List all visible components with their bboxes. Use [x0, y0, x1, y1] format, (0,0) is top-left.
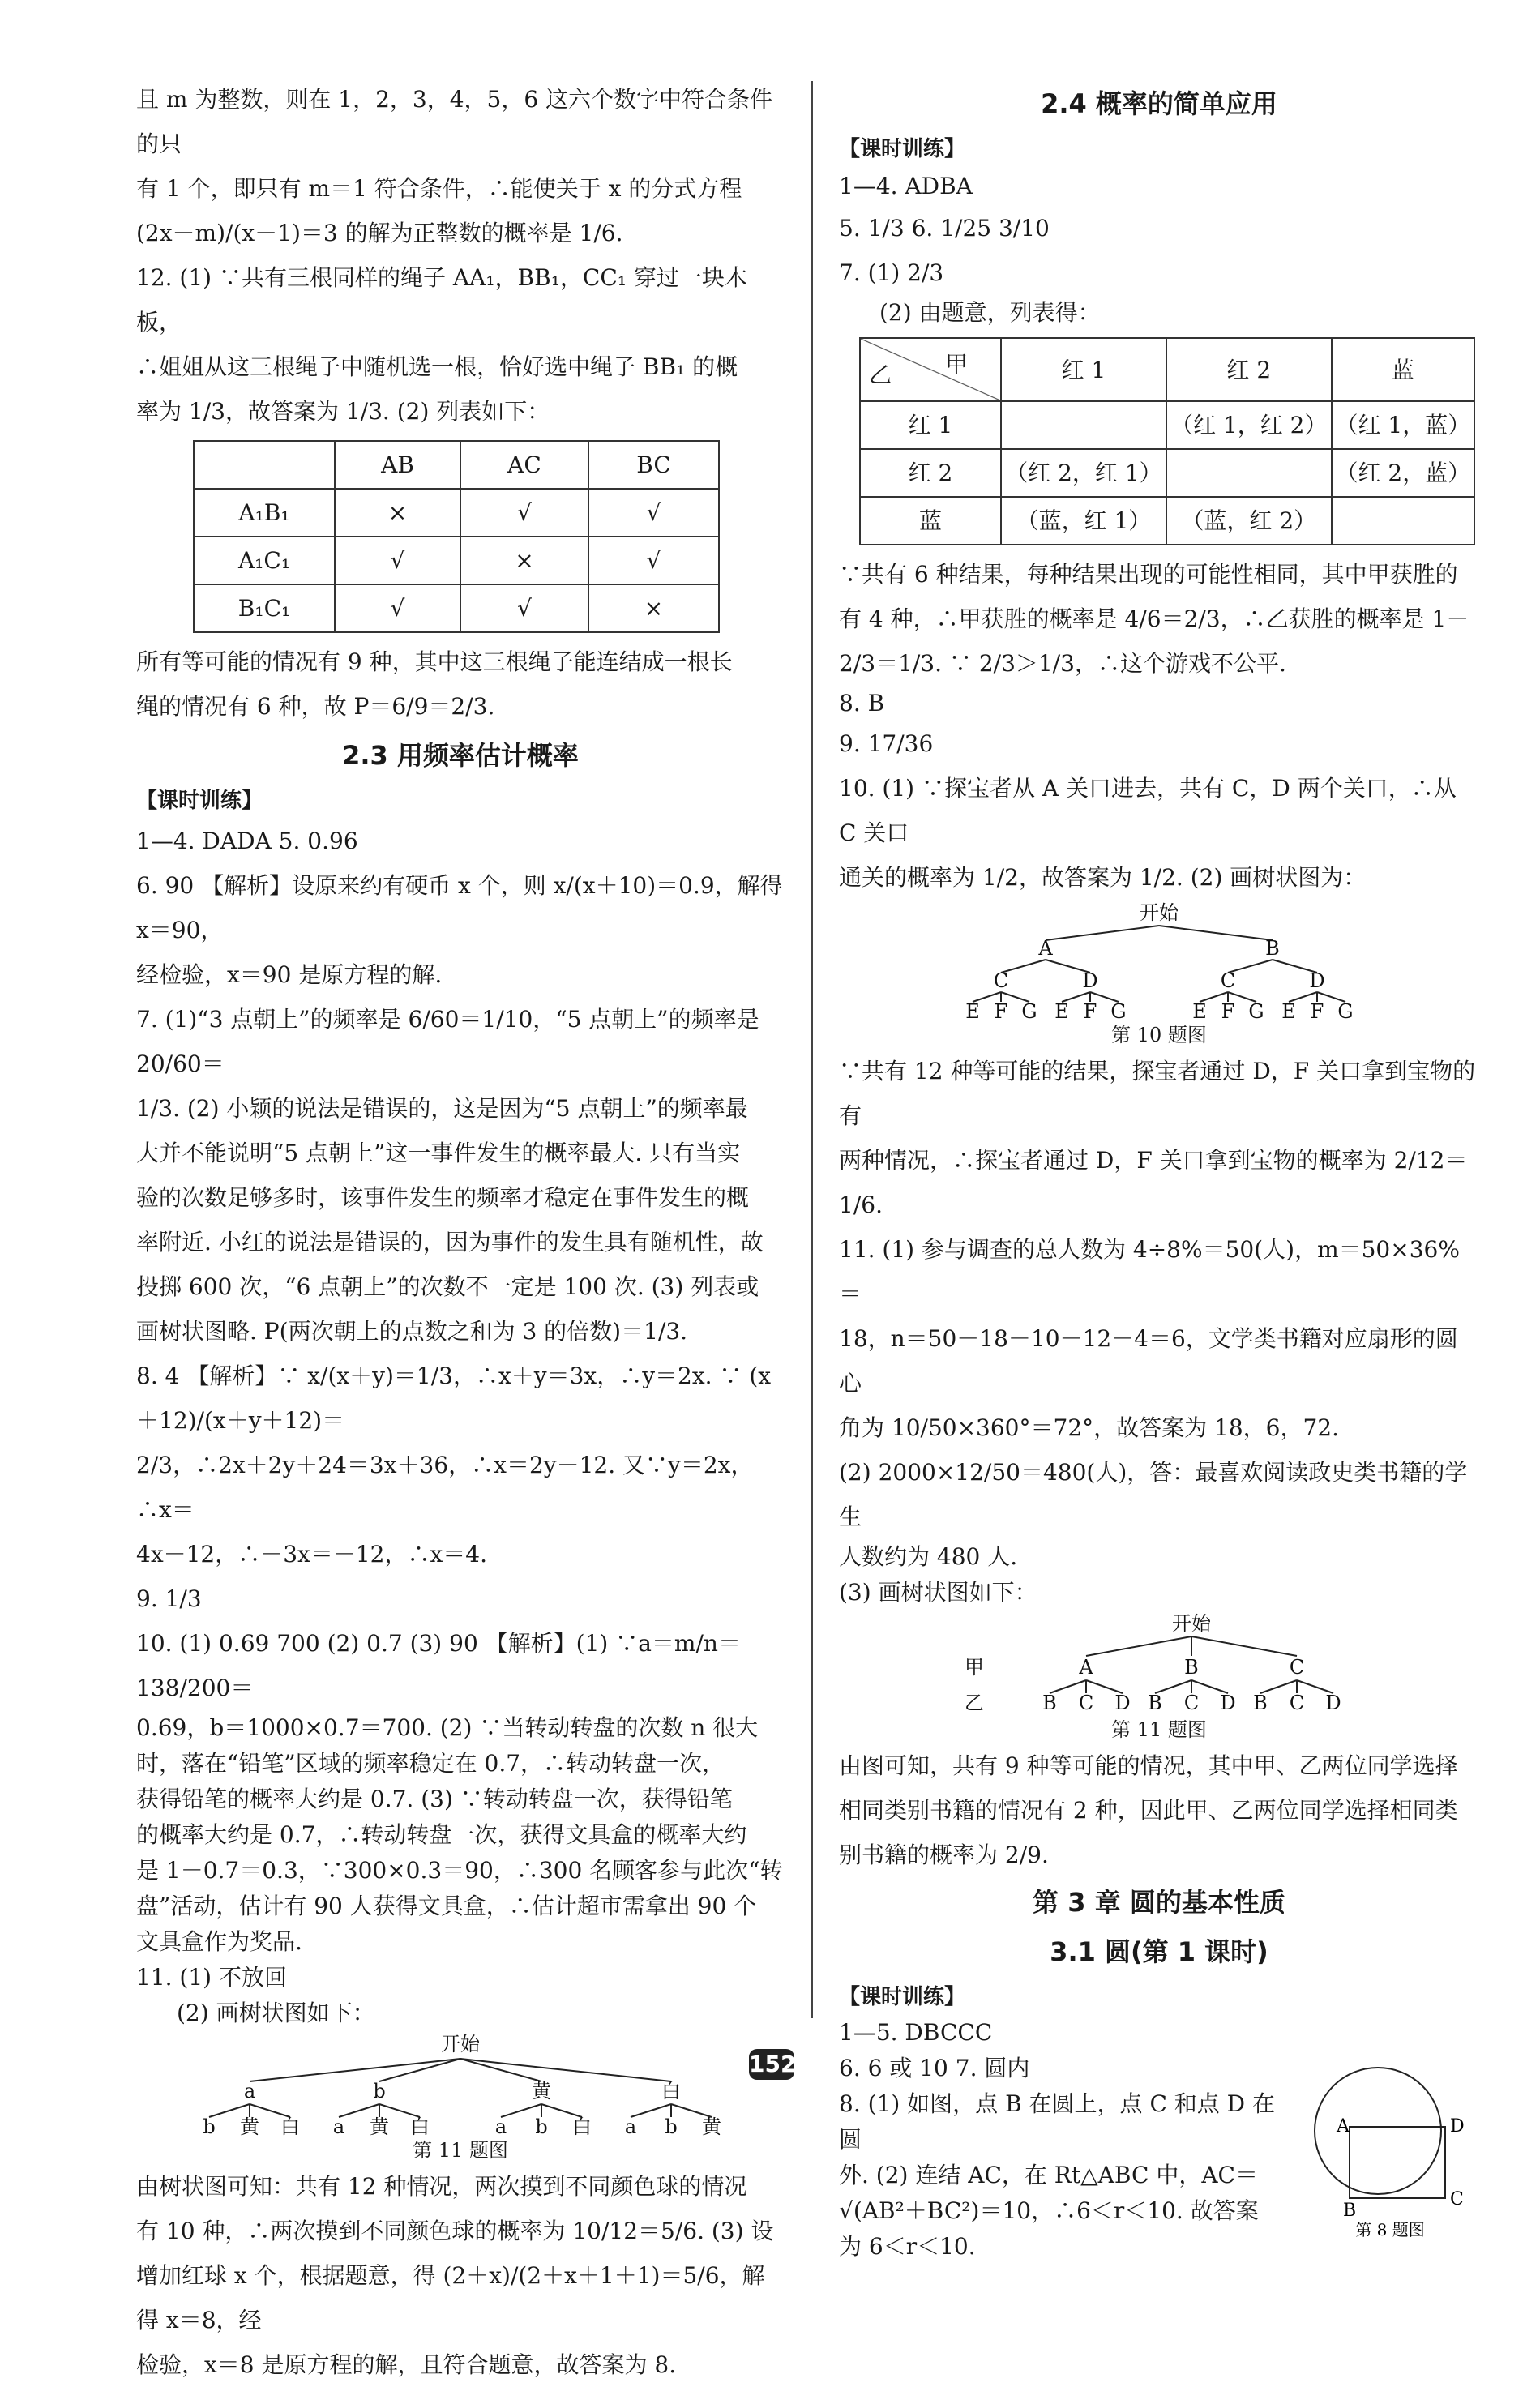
text-line: 角为 10/50×360°＝72°，故答案为 18，6，72.: [839, 1414, 1339, 1441]
figure-caption: 第 8 题图: [1355, 2220, 1425, 2239]
tree-leaf: 白: [572, 2115, 592, 2137]
tree-leaf: a: [494, 2115, 507, 2137]
tree-leaf: b: [665, 2115, 678, 2137]
text-line: (2) 画树状图如下：: [177, 2000, 375, 2026]
text-line: √(AB²＋BC²)＝10，∴6＜r＜10. 故答案: [839, 2197, 1259, 2224]
tree-leaf: C: [1183, 1692, 1200, 1714]
text-line: ∵共有 6 种结果，每种结果出现的可能性相同，其中甲获胜的: [839, 561, 1458, 588]
page-number: 152: [749, 2049, 794, 2080]
point-label: B: [1343, 2201, 1357, 2221]
text-line: 经检验，x＝90 是原方程的解.: [136, 961, 443, 988]
tree-leaf: G: [1337, 1000, 1354, 1021]
text-line: 由图可知，共有 9 种等可能的情况，其中甲、乙两位同学选择: [839, 1752, 1458, 1779]
text-line: 相同类别书籍的情况有 2 种，因此甲、乙两位同学选择相同类: [839, 1797, 1458, 1824]
text-line: 10. (1) 0.69 700 (2) 0.7 (3) 90 【解析】(1) ∵a＝m/n＝138/200＝: [136, 1630, 741, 1701]
text-line: 7. (1) 2/3: [839, 259, 944, 286]
rectangle-abcd: [1350, 2127, 1445, 2198]
text-line: 大并不能说明“5 点朝上”这一事件发生的概率最大. 只有当实: [136, 1140, 741, 1166]
tree-leaf: 白: [280, 2115, 300, 2137]
tree-leaf: 黄: [240, 2115, 259, 2137]
tree-leaf: F: [994, 1000, 1008, 1021]
table-header: 蓝: [1332, 338, 1474, 401]
table-cell: √: [335, 537, 460, 584]
tree-leaf: D: [1220, 1692, 1236, 1714]
text-line: 6. 6 或 10 7. 圆内: [839, 2055, 1030, 2081]
text-line: 9. 1/3: [136, 1585, 202, 1612]
text-line: 两种情况，∴探宝者通过 D，F 关口拿到宝物的概率为 2/12＝1/6.: [839, 1147, 1468, 1218]
rope-table: [193, 440, 720, 633]
text-line: 获得铅笔的概率大约是 0.7. (3) ∵转动转盘一次，获得铅笔: [136, 1786, 733, 1812]
tree-node: 开始: [1140, 901, 1179, 924]
text-line: 检验，x＝8 是原方程的解，且符合题意，故答案为 8.: [136, 2351, 677, 2378]
table-cell: （红 1，蓝）: [1332, 401, 1474, 449]
text-line: 1—5. DBCCC: [839, 2019, 993, 2046]
table-header: 红 2: [1166, 338, 1332, 401]
table-header: 红 1: [1001, 338, 1166, 401]
section-title: 2.3 用频率估计概率: [342, 740, 579, 771]
section-title: 2.4 概率的简单应用: [1041, 88, 1277, 119]
tree-node: 白: [661, 2080, 681, 2103]
tree-diagram-10: [932, 900, 1386, 1021]
text-line: ∵共有 12 种等可能的结果，探宝者通过 D，F 关口拿到宝物的有: [839, 1058, 1476, 1129]
right-column: [839, 77, 1479, 2265]
figure-caption: 第 11 题图: [413, 2139, 508, 2162]
text-line: 4x－12，∴－3x＝－12，∴x＝4.: [136, 1541, 487, 1568]
text-line: 8. 4 【解析】∵ x/(x＋y)＝1/3，∴x＋y＝3x，∴y＝2x. ∵ (x＋12)/(x＋y＋12)＝: [136, 1362, 772, 1434]
table-cell: （红 2，红 1）: [1001, 449, 1166, 497]
text-line: 由树状图可知：共有 12 种情况，两次摸到不同颜色球的情况: [136, 2173, 747, 2200]
section-heading: 【课时训练】: [136, 789, 263, 813]
tree-leaf: b: [203, 2115, 216, 2137]
tree-leaf: B: [1148, 1692, 1162, 1714]
table-cell: 红 2: [860, 449, 1001, 497]
text-line: 2/3＝1/3. ∵ 2/3＞1/3，∴这个游戏不公平.: [839, 650, 1286, 677]
left-column: [136, 77, 785, 2387]
text-line: 的概率大约是 0.7，∴转动转盘一次，获得文具盒的概率大约: [136, 1821, 747, 1848]
text-line: 时，落在“铅笔”区域的频率稳定在 0.7，∴转动转盘一次，: [136, 1750, 725, 1777]
game-table: [859, 337, 1475, 545]
table-header: BC: [588, 441, 719, 489]
text-line: 7. (1)“3 点朝上”的频率是 6/60＝1/10，“5 点朝上”的频率是 20/60＝: [136, 1006, 759, 1077]
corner-bottom: 乙: [869, 361, 892, 388]
text-line: 2/3，∴2x＋2y＋24＝3x＋36，∴x＝2y－12. 又∵y＝2x，∴x＝: [136, 1452, 754, 1523]
text-line: ∴姐姐从这三根绳子中随机选一根，恰好选中绳子 BB₁ 的概: [136, 353, 738, 380]
table-header: AB: [335, 441, 460, 489]
tree-leaf: 黄: [370, 2115, 389, 2137]
text-line: 1—4. ADBA: [839, 173, 973, 199]
text-line: 11. (1) 参与调查的总人数为 4÷8%＝50(人)，m＝50×36%＝: [839, 1236, 1460, 1307]
text-line: 绳的情况有 6 种，故 P＝6/9＝2/3.: [136, 693, 495, 720]
chapter-title: 第 3 章 圆的基本性质: [1033, 1887, 1285, 1918]
tree-leaf: E: [1192, 1000, 1207, 1021]
table-cell: （红 1，红 2）: [1166, 401, 1332, 449]
tree-leaf: E: [1281, 1000, 1296, 1021]
text-line: 所有等可能的情况有 9 种，其中这三根绳子能连结成一根长: [136, 648, 733, 675]
text-line: 12. (1) ∵共有三根同样的绳子 AA₁，BB₁，CC₁ 穿过一块木板，: [136, 264, 747, 336]
text-line: 是 1－0.7＝0.3，∵300×0.3＝90，∴300 名顾客参与此次“转: [136, 1857, 783, 1884]
text-line: 且 m 为整数，则在 1，2，3，4，5，6 这六个数字中符合条件的只: [136, 86, 773, 157]
tree-row-label: 甲: [965, 1656, 984, 1679]
tree-diagram-11-right: [956, 1611, 1362, 1716]
section-title: 3.1 圆(第 1 课时): [1050, 1936, 1268, 1967]
text-line: 5. 1/3 6. 1/25 3/10: [839, 215, 1050, 242]
figure-caption: 第 10 题图: [1111, 1024, 1207, 1046]
text-line: 18，n＝50－18－10－12－4＝6，文学类书籍对应扇形的圆心: [839, 1325, 1458, 1397]
text-line: 10. (1) ∵探宝者从 A 关口进去，共有 C，D 两个关口，∴从 C 关口: [839, 775, 1457, 846]
tree-node: A: [1038, 937, 1053, 960]
text-line: 为 6＜r＜10.: [839, 2233, 976, 2260]
tree-leaf: C: [1289, 1692, 1305, 1714]
text-line: (2x－m)/(x－1)＝3 的解为正整数的概率是 1/6.: [136, 220, 623, 246]
table-cell: 红 1: [860, 401, 1001, 449]
text-line: 有 10 种，∴两次摸到不同颜色球的概率为 10/12＝5/6. (3) 设: [136, 2218, 774, 2244]
text-line: 1—4. DADA 5. 0.96: [136, 828, 358, 854]
text-line: 通关的概率为 1/2，故答案为 1/2. (2) 画树状图为：: [839, 864, 1367, 891]
text-line: 6. 90 【解析】设原来约有硬币 x 个，则 x/(x＋10)＝0.9，解得 x＝90，: [136, 872, 783, 943]
point-label: D: [1450, 2116, 1465, 2137]
tree-node: C: [1289, 1656, 1305, 1679]
text-line: (2) 2000×12/50＝480(人)，答：最喜欢阅读政史类书籍的学生: [839, 1459, 1468, 1530]
point-label: C: [1450, 2189, 1464, 2209]
tree-node: 开始: [1172, 1612, 1211, 1635]
text-line: 增加红球 x 个，根据题意，得 (2＋x)/(2＋x＋1＋1)＝5/6，解得 x＝8，经: [136, 2262, 765, 2334]
table-cell: [1332, 497, 1474, 545]
text-line: 盘”活动，估计有 90 人获得文具盒，∴估计超市需拿出 90 个: [136, 1893, 757, 1919]
tree-node: b: [373, 2080, 386, 2103]
text-line: 人数约为 480 人.: [839, 1543, 1018, 1570]
section-heading: 【课时训练】: [839, 1985, 966, 2009]
text-line: (3) 画树状图如下：: [839, 1579, 1037, 1606]
table-cell: （蓝，红 2）: [1166, 497, 1332, 545]
text-line: 0.69，b＝1000×0.7＝700. (2) ∵当转动转盘的次数 n 很大: [136, 1714, 759, 1741]
tree-leaf: G: [1110, 1000, 1127, 1021]
table-cell: A₁C₁: [194, 537, 335, 584]
tree-leaf: B: [1253, 1692, 1268, 1714]
tree-node: 黄: [532, 2080, 551, 2103]
table-cell: A₁B₁: [194, 489, 335, 537]
tree-node: D: [1309, 969, 1325, 992]
table-cell: √: [335, 584, 460, 632]
tree-node: B: [1184, 1656, 1199, 1679]
tree-leaf: E: [965, 1000, 980, 1021]
corner-top: 甲: [944, 351, 968, 378]
table-cell: ×: [335, 489, 460, 537]
tree-leaf: C: [1078, 1692, 1094, 1714]
text-line: 外. (2) 连结 AC，在 Rt△ABC 中，AC＝: [839, 2162, 1258, 2188]
text-line: 有 4 种，∴甲获胜的概率是 4/6＝2/3，∴乙获胜的概率是 1－: [839, 605, 1469, 632]
section-heading: 【课时训练】: [839, 137, 966, 161]
tree-node: a: [243, 2080, 256, 2103]
text-line: 11. (1) 不放回: [136, 1964, 287, 1991]
text-line: 8. B: [839, 690, 885, 717]
text-line: 1/3. (2) 小颖的说法是错误的，这是因为“5 点朝上”的频率最: [136, 1095, 748, 1122]
text-line: 画树状图略. P(两次朝上的点数之和为 3 的倍数)＝1/3.: [136, 1318, 688, 1345]
text-line: (2) 由题意，列表得：: [879, 299, 1101, 326]
tree-leaf: a: [332, 2115, 345, 2137]
point-label: A: [1337, 2116, 1350, 2137]
table-cell: （蓝，红 1）: [1001, 497, 1166, 545]
text-line: 别书籍的概率为 2/9.: [839, 1842, 1049, 1868]
tree-leaf: a: [624, 2115, 637, 2137]
tree-node: 开始: [441, 2033, 480, 2055]
text-line: 文具盒作为奖品.: [136, 1928, 302, 1955]
tree-leaf: D: [1114, 1692, 1131, 1714]
table-cell: B₁C₁: [194, 584, 335, 632]
tree-node: B: [1265, 937, 1280, 960]
tree-node: C: [993, 969, 1009, 992]
table-header: [194, 441, 335, 489]
tree-leaf: F: [1083, 1000, 1097, 1021]
tree-diagram-11-left: [169, 2031, 752, 2137]
table-cell: [1001, 401, 1166, 449]
table-cell: √: [460, 489, 588, 537]
table-cell: √: [588, 537, 719, 584]
table-cell: ×: [588, 584, 719, 632]
table-corner: [860, 338, 1001, 401]
q8-block: [839, 2086, 1479, 2265]
tree-leaf: B: [1042, 1692, 1057, 1714]
tree-leaf: 白: [410, 2115, 430, 2137]
text-line: 8. (1) 如图，点 B 在圆上，点 C 和点 D 在圆: [839, 2090, 1276, 2153]
column-divider: [811, 81, 813, 2018]
figure-caption: 第 11 题图: [1111, 1718, 1207, 1741]
tree-leaf: E: [1054, 1000, 1069, 1021]
circle-shape: [1315, 2068, 1441, 2194]
tree-node: C: [1220, 969, 1236, 992]
tree-leaf: D: [1325, 1692, 1341, 1714]
text-line: 9. 17/36: [839, 730, 934, 757]
text-line: 有 1 个，即只有 m＝1 符合条件，∴能使关于 x 的分式方程: [136, 175, 742, 202]
tree-leaf: F: [1221, 1000, 1235, 1021]
table-cell: 蓝: [860, 497, 1001, 545]
table-cell: √: [460, 584, 588, 632]
text-line: 率为 1/3，故答案为 1/3. (2) 列表如下：: [136, 398, 550, 425]
text-line: 验的次数足够多时，该事件发生的频率才稳定在事件发生的概: [136, 1184, 750, 1211]
table-cell: √: [588, 489, 719, 537]
table-cell: （红 2，蓝）: [1332, 449, 1474, 497]
text-line: 率附近. 小红的说法是错误的，因为事件的发生具有随机性，故: [136, 1229, 764, 1256]
tree-node: A: [1079, 1656, 1093, 1679]
tree-node: D: [1082, 969, 1098, 992]
tree-row-label: 乙: [965, 1692, 984, 1714]
circle-figure-8: [1301, 2054, 1479, 2240]
table-cell: [1166, 449, 1332, 497]
tree-leaf: G: [1021, 1000, 1037, 1021]
tree-leaf: F: [1310, 1000, 1324, 1021]
table-header: AC: [460, 441, 588, 489]
tree-leaf: 黄: [702, 2115, 721, 2137]
table-cell: ×: [460, 537, 588, 584]
text-line: 投掷 600 次，“6 点朝上”的次数不一定是 100 次. (3) 列表或: [136, 1273, 759, 1300]
tree-leaf: G: [1248, 1000, 1264, 1021]
tree-leaf: b: [535, 2115, 548, 2137]
